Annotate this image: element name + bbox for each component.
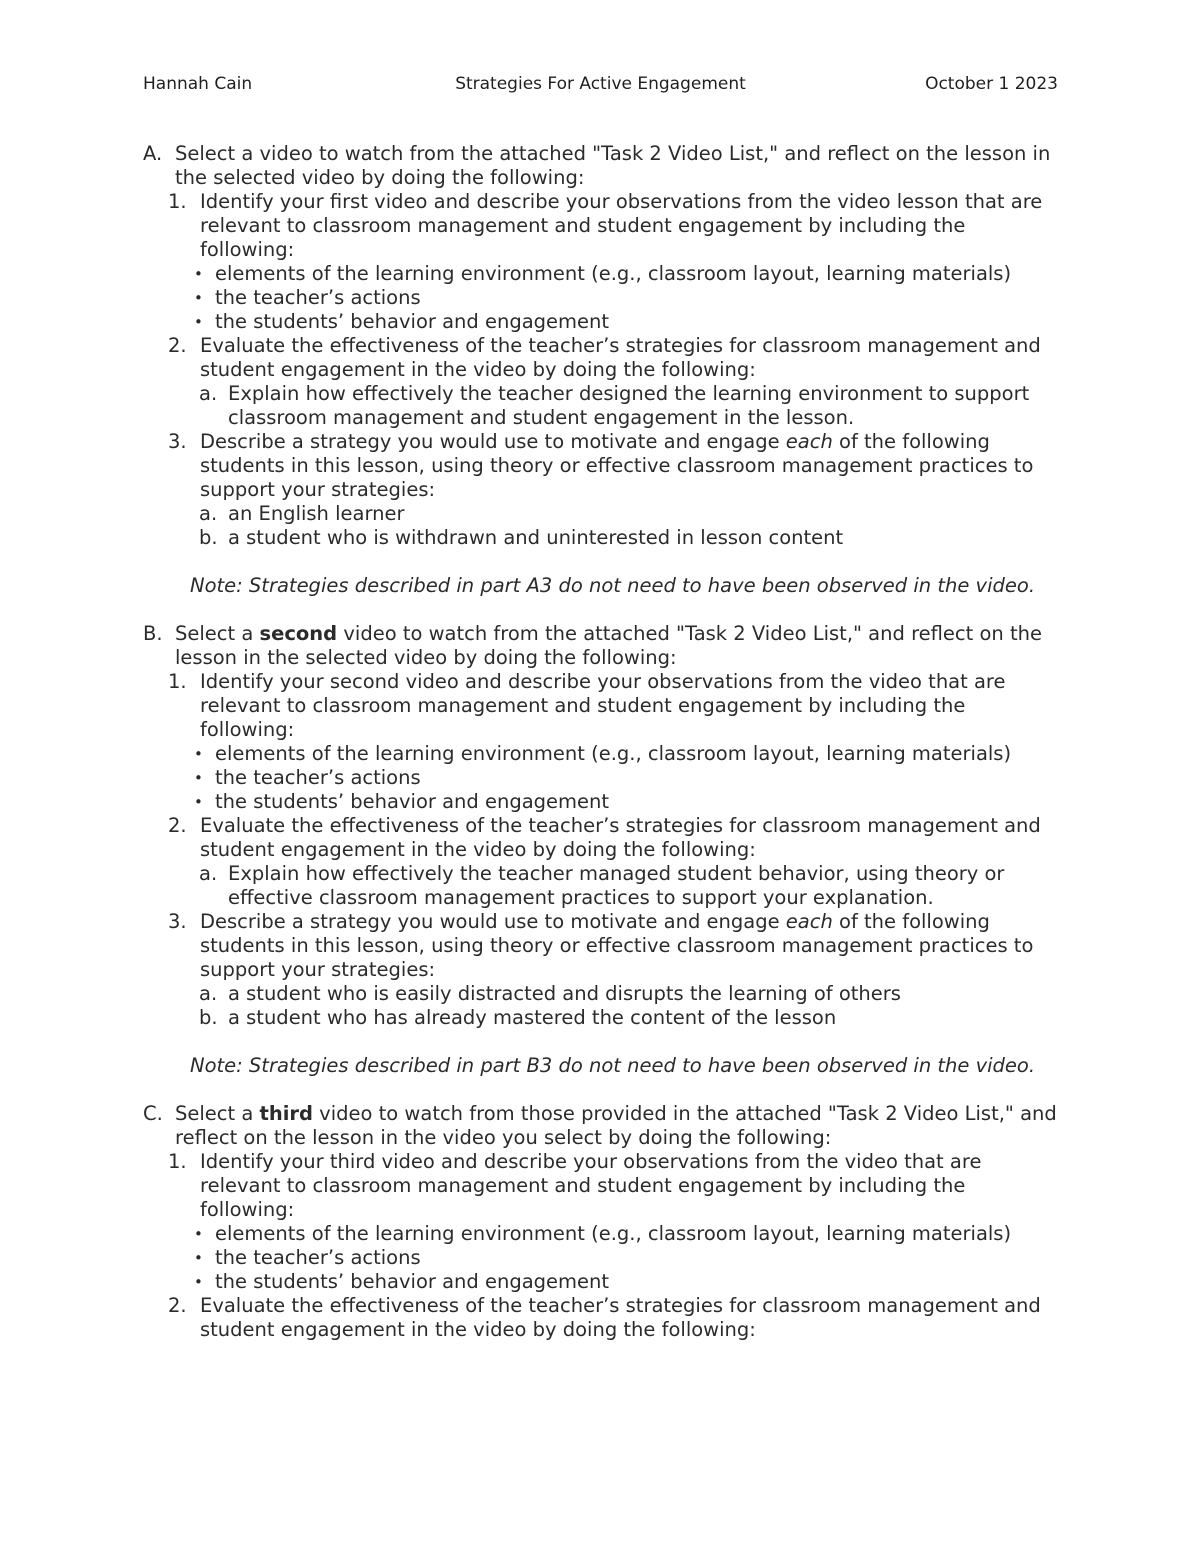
item-number: 2.: [168, 334, 187, 357]
section-c-item-1: [0, 1150, 1065, 1222]
bullet-text: elements of the learning environment (e.g., classroom layout, learning materials): [215, 1222, 1012, 1245]
section-a-item-1: [0, 190, 1065, 262]
bullet-text: the teacher’s actions: [215, 286, 421, 309]
bullet-item: [0, 1270, 1065, 1294]
section-a-note: Note: Strategies described in part A3 do not need to have been observed in the video.: [190, 574, 1036, 597]
section-c: [0, 1102, 1065, 1150]
sub-item-text: a student who is easily distracted and disrupts the learning of others: [228, 982, 901, 1005]
bullet-item: [0, 742, 1065, 766]
sub-item-letter: a.: [199, 862, 218, 885]
sub-item-text: Explain how effectively the teacher designed the learning environment to support classroom management and student engagement in the lesson.: [228, 382, 1030, 429]
bullet-text: elements of the learning environment (e.g., classroom layout, learning materials): [215, 742, 1012, 765]
item-text: Evaluate the effectiveness of the teacher’s strategies for classroom management and student engagement in the video by doing the following:: [200, 1294, 1041, 1341]
item-number: 1.: [168, 670, 187, 693]
section-c-text: Select a: [175, 1102, 260, 1125]
item-text: Identify your third video and describe your observations from the video that are relevant to classroom management and student engagement by including the following:: [200, 1150, 982, 1221]
bullet-item: [0, 1246, 1065, 1270]
sub-item-letter: b.: [199, 526, 218, 549]
section-c-text: video to watch from those provided in the attached "Task 2 Video List," and reflect on the lesson in the video you select by doing the following:: [175, 1102, 1057, 1149]
bullet-icon: •: [194, 1273, 203, 1291]
sub-item-letter: b.: [199, 1006, 218, 1029]
section-b-label: B.: [143, 622, 163, 645]
bullet-item: [0, 262, 1065, 286]
bullet-icon: •: [194, 1249, 203, 1267]
section-c-item-2: [0, 1294, 1065, 1342]
header-date: October 1 2023: [925, 74, 1058, 94]
section-b-item-2a: [0, 862, 1063, 910]
section-b-note: Note: Strategies described in part B3 do not need to have been observed in the video.: [190, 1054, 1036, 1077]
bullet-icon: •: [194, 1225, 203, 1243]
section-b: [0, 622, 1065, 670]
item-text: Evaluate the effectiveness of the teacher’s strategies for classroom management and student engagement in the video by doing the following:: [200, 814, 1041, 861]
item-number: 3.: [168, 430, 187, 453]
item-number: 3.: [168, 910, 187, 933]
emphasis-text: each: [785, 910, 833, 933]
bullet-item: [0, 766, 1065, 790]
section-b-item-3: [0, 910, 1065, 982]
emphasis-text: third: [259, 1102, 313, 1125]
section-a-label: A.: [143, 142, 163, 165]
bullet-text: elements of the learning environment (e.g., classroom layout, learning materials): [215, 262, 1012, 285]
sub-item-letter: a.: [199, 502, 218, 525]
bullet-icon: •: [194, 289, 203, 307]
item-text: Identify your second video and describe your observations from the video that are relevant to classroom management and student engagement by including the following:: [200, 670, 1006, 741]
item-text: of the following students in this lesson, using theory or effective classroom management practices to support your strategies:: [200, 430, 1034, 501]
section-c-label: C.: [143, 1102, 163, 1125]
section-a: [0, 142, 1065, 190]
emphasis-text: each: [785, 430, 833, 453]
bullet-text: the teacher’s actions: [215, 1246, 421, 1269]
section-a-item-3a: [0, 502, 1063, 526]
bullet-text: the students’ behavior and engagement: [215, 310, 610, 333]
item-number: 2.: [168, 1294, 187, 1317]
section-a-text: Select a video to watch from the attached "Task 2 Video List," and reflect on the lesson in the selected video by doing the following:: [175, 142, 1051, 189]
page-header: [143, 74, 1058, 98]
item-number: 2.: [168, 814, 187, 837]
bullet-icon: •: [194, 769, 203, 787]
sub-item-letter: a.: [199, 382, 218, 405]
bullet-item: [0, 310, 1065, 334]
bullet-text: the students’ behavior and engagement: [215, 790, 610, 813]
bullet-icon: •: [194, 265, 203, 283]
item-text: Describe a strategy you would use to motivate and engage: [200, 430, 786, 453]
bullet-icon: •: [194, 793, 203, 811]
section-a-item-3b: [0, 526, 1063, 550]
section-b-text: Select a: [175, 622, 260, 645]
section-b-text: video to watch from the attached "Task 2 Video List," and reflect on the lesson in the selected video by doing the following:: [175, 622, 1042, 669]
sub-item-text: a student who has already mastered the content of the lesson: [228, 1006, 837, 1029]
item-text: Evaluate the effectiveness of the teacher’s strategies for classroom management and student engagement in the video by doing the following:: [200, 334, 1041, 381]
bullet-item: [0, 1222, 1065, 1246]
section-b-item-2: [0, 814, 1065, 862]
sub-item-text: a student who is withdrawn and uninterested in lesson content: [228, 526, 844, 549]
item-number: 1.: [168, 190, 187, 213]
section-b-item-3a: [0, 982, 1063, 1006]
emphasis-text: second: [259, 622, 338, 645]
bullet-text: the students’ behavior and engagement: [215, 1270, 610, 1293]
document-body: [0, 142, 1200, 1342]
item-number: 1.: [168, 1150, 187, 1173]
sub-item-text: Explain how effectively the teacher managed student behavior, using theory or effective classroom management practices to support your explanation.: [228, 862, 1005, 909]
sub-item-text: an English learner: [228, 502, 405, 525]
bullet-icon: •: [194, 745, 203, 763]
item-text: Identify your first video and describe your observations from the video lesson that are relevant to classroom management and student engagement by including the following:: [200, 190, 1043, 261]
section-a-item-2a: [0, 382, 1063, 430]
bullet-item: [0, 286, 1065, 310]
sub-item-letter: a.: [199, 982, 218, 1005]
header-title: Strategies For Active Engagement: [455, 74, 746, 94]
header-author: Hannah Cain: [143, 74, 253, 94]
section-b-item-3b: [0, 1006, 1063, 1030]
section-b-item-1: [0, 670, 1065, 742]
item-text: Describe a strategy you would use to motivate and engage: [200, 910, 786, 933]
bullet-icon: •: [194, 313, 203, 331]
item-text: of the following students in this lesson, using theory or effective classroom management practices to support your strategies:: [200, 910, 1034, 981]
section-a-item-2: [0, 334, 1065, 382]
bullet-item: [0, 790, 1065, 814]
section-a-item-3: [0, 430, 1065, 502]
bullet-text: the teacher’s actions: [215, 766, 421, 789]
